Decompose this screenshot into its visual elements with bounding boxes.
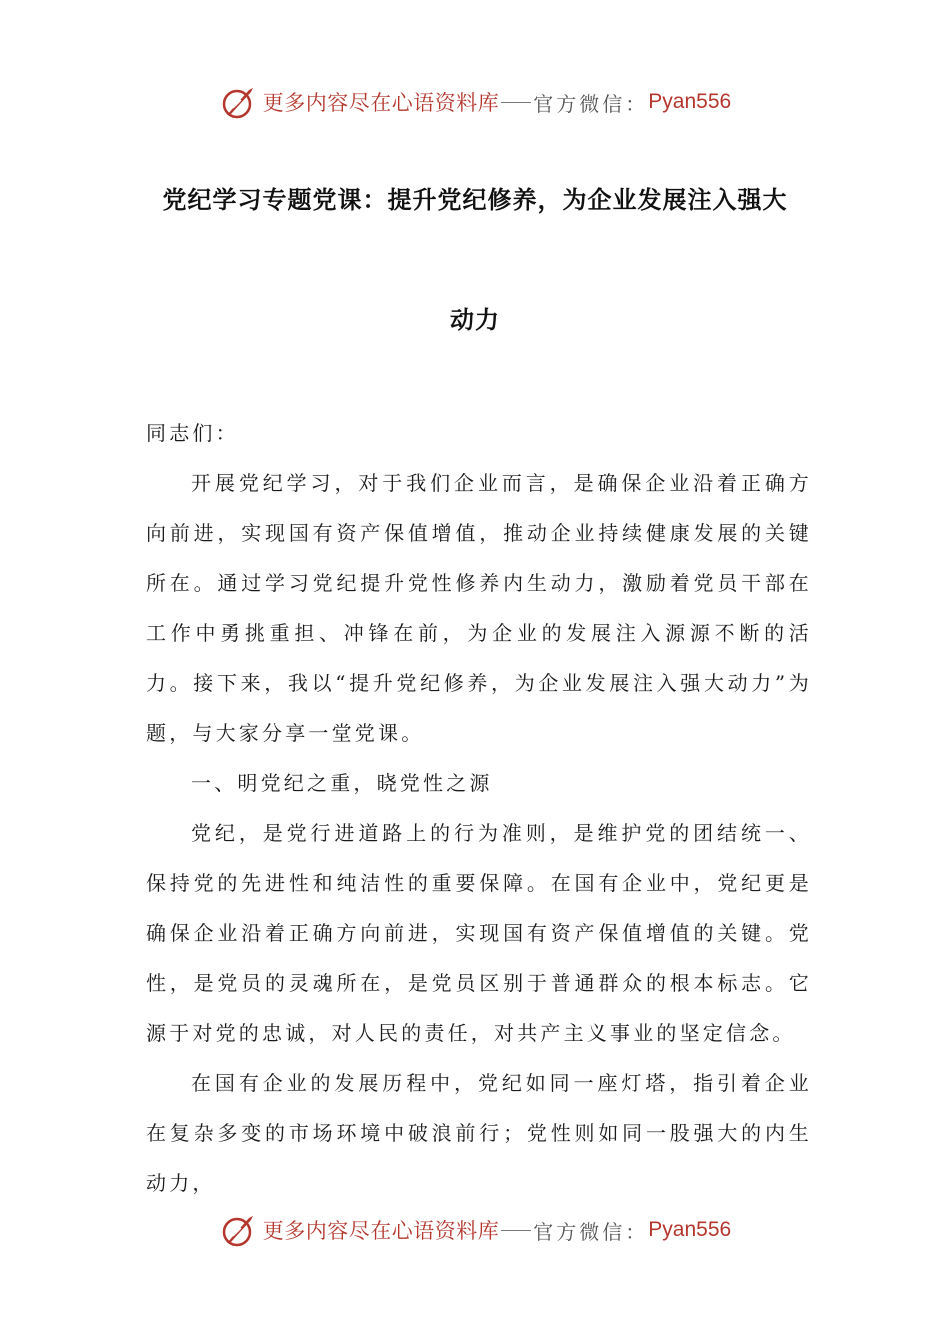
watermark-label: 官方微信： — [533, 91, 649, 116]
document-title-line-2: 动力 — [450, 306, 500, 334]
watermark-site-text: 更多内容尽在心语资料库 — [262, 1219, 500, 1243]
header-watermark — [0, 80, 950, 124]
watermark-site-text: 更多内容尽在心语资料库 — [262, 91, 500, 115]
body-paragraph-3: 在国有企业的发展历程中，党纪如同一座灯塔，指引着企业在复杂多变的市场环境中破浪前行；党性则如同一股强大的内生动力， — [146, 1071, 812, 1195]
watermark-wechat-id: Pyan556 — [648, 90, 732, 113]
watermark-divider — [501, 102, 531, 103]
section-heading-1: 一、明党纪之重，晓党性之源 — [191, 771, 493, 795]
body-paragraph-2: 党纪，是党行进道路上的行为准则，是维护党的团结统一、保持党的先进性和纯洁性的重要保障。在国有企业中，党纪更是确保企业沿着正确方向前进，实现国有资产保值增值的关键。党性，是党员的灵魂所在，是党员区别于普通群众的根本标志。它源于对党的忠诚，对人民的责任，对共产主义事业的坚定信念。 — [146, 821, 812, 1045]
footer-watermark — [0, 1208, 950, 1252]
document-title-line-1: 党纪学习专题党课：提升党纪修养，为企业发展注入强大 — [162, 186, 788, 214]
quill-logo-icon — [219, 1210, 259, 1250]
body-paragraph-1: 开展党纪学习，对于我们企业而言，是确保企业沿着正确方向前进，实现国有资产保值增值，推动企业持续健康发展的关键所在。通过学习党纪提升党性修养内生动力，激励着党员干部在工作中勇挑重担、冲锋在前，为企业的发展注入源源不断的活力。接下来，我以“提升党纪修养，为企业发展注入强大动力”为题，与大家分享一堂党课。 — [146, 471, 812, 745]
watermark-divider — [501, 1230, 531, 1231]
watermark-wechat-id: Pyan556 — [648, 1218, 732, 1241]
watermark-label: 官方微信： — [533, 1219, 649, 1244]
quill-logo-icon — [219, 82, 259, 122]
salutation: 同志们： — [146, 421, 239, 445]
